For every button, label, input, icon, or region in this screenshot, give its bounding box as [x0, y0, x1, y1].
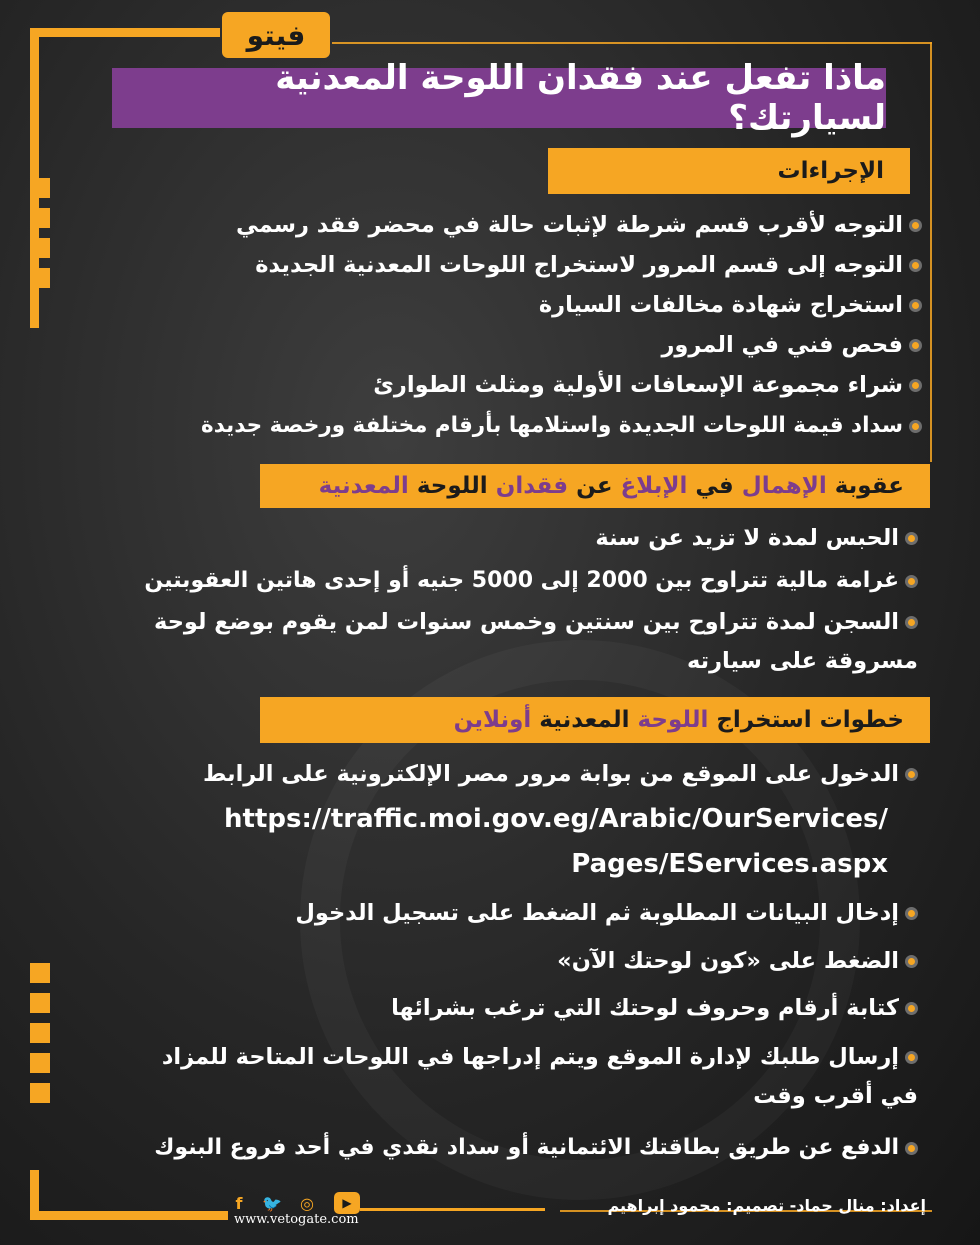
list-item: سداد قيمة اللوحات الجديدة واستلامها بأرقام مختلفة ورخصة جديدة [201, 406, 922, 445]
list-item: السجن لمدة تتراوح بين سنتين وخمس سنوات لمن يقوم بوضع لوحة مسروقة على سيارته [154, 609, 918, 674]
bullet-icon [905, 768, 918, 781]
brand-logo [222, 12, 330, 58]
list-item: إرسال طلبك لإدارة الموقع ويتم إدراجها في اللوحات المتاحة للمزاد في أقرب وقت [161, 1044, 918, 1109]
bullet-icon [905, 1142, 918, 1155]
frame-square [30, 1023, 50, 1043]
page-title: ماذا تفعل عند فقدان اللوحة المعدنية لسيارتك؟ [112, 68, 886, 128]
bullet-icon [909, 339, 922, 352]
website-url[interactable]: www.vetogate.com [234, 1212, 359, 1227]
bullet-icon [905, 907, 918, 920]
frame-square [30, 963, 50, 983]
frame-square [30, 238, 50, 258]
bullet-icon [909, 379, 922, 392]
list-item: استخراج شهادة مخالفات السيارة [539, 286, 922, 325]
frame-square [30, 268, 50, 288]
frame-square [30, 208, 50, 228]
bullet-icon [909, 219, 922, 232]
logo-text: فيتو [246, 18, 306, 52]
list-item: إدخال البيانات المطلوبة ثم الضغط على تسجيل الدخول [295, 894, 918, 933]
list-item: الحبس لمدة لا تزيد عن سنة [595, 519, 918, 558]
frame-square [30, 1083, 50, 1103]
section-procedures-header: الإجراءات [548, 148, 910, 194]
frame-top-bar [30, 28, 220, 37]
credits: إعداد: منال حماد- تصميم: محمود إبراهيم [607, 1196, 926, 1215]
list-item: التوجه إلى قسم المرور لاستخراج اللوحات المعدنية الجديدة [255, 246, 922, 285]
bullet-icon [905, 616, 918, 629]
list-item: كتابة أرقام وحروف لوحتك التي ترغب بشرائها [391, 989, 918, 1028]
frame-square [30, 178, 50, 198]
twitter-icon[interactable]: 🐦 [262, 1193, 282, 1213]
bullet-icon [905, 1051, 918, 1064]
frame-right-line [930, 42, 932, 462]
instagram-icon[interactable]: ◎ [300, 1193, 314, 1213]
bullet-icon [905, 1002, 918, 1015]
bullet-icon [909, 259, 922, 272]
list-item: شراء مجموعة الإسعافات الأولية ومثلث الطوارئ [373, 366, 922, 405]
frame-square [30, 993, 50, 1013]
bullet-icon [909, 299, 922, 312]
frame-top-line [332, 42, 932, 44]
bullet-icon [905, 955, 918, 968]
list-item: غرامة مالية تتراوح بين 2000 إلى 5000 جنيه أو إحدى هاتين العقوبتين [144, 561, 918, 600]
section-penalty-header: عقوبة الإهمال في الإبلاغ عن فقدان اللوحة المعدنية [260, 464, 930, 508]
bullet-icon [905, 532, 918, 545]
frame-bottom-bar [30, 1211, 228, 1220]
frame-square [30, 1053, 50, 1073]
list-item: التوجه لأقرب قسم شرطة لإثبات حالة في محضر فقد رسمي [236, 206, 922, 245]
list-item: فحص فني في المرور [661, 326, 922, 365]
bullet-icon [909, 420, 922, 433]
frame-bottom-line [360, 1208, 545, 1211]
facebook-icon[interactable]: f [235, 1193, 243, 1213]
youtube-icon[interactable]: ▶ [334, 1192, 360, 1214]
list-item: الدخول على الموقع من بوابة مرور مصر الإلكترونية على الرابط [203, 755, 918, 794]
traffic-portal-link-continued[interactable]: Pages/EServices.aspx [571, 849, 888, 879]
traffic-portal-link[interactable]: https://traffic.moi.gov.eg/Arabic/OurServices/ [223, 804, 888, 834]
list-item: الضغط على «كون لوحتك الآن» [557, 942, 918, 981]
bullet-icon [905, 575, 918, 588]
list-item: الدفع عن طريق بطاقتك الائتمانية أو سداد نقدي في أحد فروع البنوك [154, 1128, 918, 1167]
section-online-steps-header: خطوات استخراج اللوحة المعدنية أونلاين [260, 697, 930, 743]
